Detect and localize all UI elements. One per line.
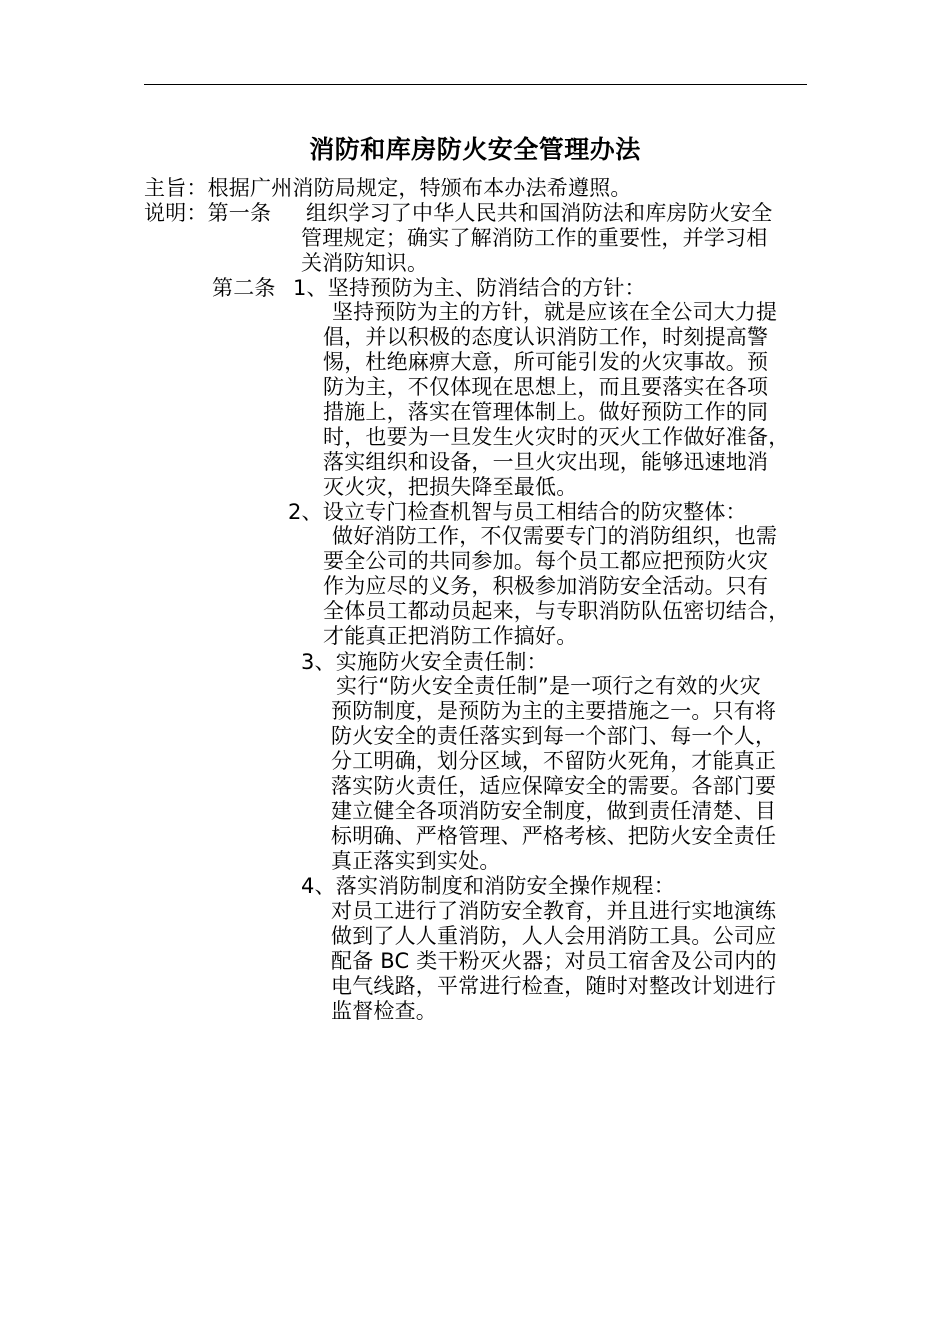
section-line: 实行“防火安全责任制”是一项行之有效的火灾 <box>336 674 761 698</box>
section-line: 倡，并以积极的态度认识消防工作，时刻提高警 <box>323 325 769 349</box>
section-line: 建立健全各项消防安全制度，做到责任清楚、目 <box>331 799 777 823</box>
section-line: 电气线路，平常进行检查，随时对整改计划进行 <box>331 974 777 998</box>
section-line: 全体员工都动员起来，与专职消防队伍密切结合， <box>323 599 790 623</box>
section-line: 防火安全的责任落实到每一个部门、每一个人， <box>331 724 777 748</box>
header-rule <box>144 84 807 85</box>
section-line: 作为应尽的义务，积极参加消防安全活动。只有 <box>323 574 769 598</box>
section-line: 做到了人人重消防，人人会用消防工具。公司应 <box>331 924 777 948</box>
article1-line: 组织学习了中华人民共和国消防法和库房防火安全 <box>306 201 773 225</box>
section-heading: 4、落实消防制度和消防安全操作规程： <box>301 874 675 898</box>
section-line: 防为主，不仅体现在思想上，而且要落实在各项 <box>323 375 769 399</box>
article1-line: 管理规定；确实了解消防工作的重要性，并学习相 <box>301 226 768 250</box>
section-line: 监督检查。 <box>331 999 437 1023</box>
section-heading: 2、设立专门检查机智与员工相结合的防灾整体： <box>288 500 747 524</box>
section-line: 分工明确，划分区域，不留防火死角，才能真正 <box>331 749 777 773</box>
section-line: 措施上，落实在管理体制上。做好预防工作的同 <box>323 400 769 424</box>
section-line: 落实防火责任，适应保障安全的需要。各部门要 <box>331 774 777 798</box>
section-line: 配备 BC 类干粉灭火器；对员工宿舍及公司内的 <box>331 949 777 973</box>
section-heading: 1、坚持预防为主、防消结合的方针： <box>293 276 646 300</box>
section-line: 灭火灾，把损失降至最低。 <box>323 475 578 499</box>
section-line: 真正落实到实处。 <box>331 849 501 873</box>
section-line: 预防制度，是预防为主的主要措施之一。只有将 <box>331 699 777 723</box>
section-line: 坚持预防为主的方针，就是应该在全公司大力提 <box>332 300 778 324</box>
section-line: 做好消防工作，不仅需要专门的消防组织，也需 <box>332 524 778 548</box>
section-line: 时，也要为一旦发生火灾时的灭火工作做好准备， <box>323 425 790 449</box>
article2-label: 第二条 <box>212 276 276 300</box>
section-line: 对员工进行了消防安全教育，并且进行实地演练 <box>331 899 777 923</box>
document-title: 消防和库房防火安全管理办法 <box>309 135 641 164</box>
section-line: 惕，杜绝麻痹大意，所可能引发的火灾事故。预 <box>323 350 769 374</box>
note-label: 说明：第一条 <box>144 201 272 225</box>
section-line: 标明确、严格管理、严格考核、把防火安全责任 <box>331 824 777 848</box>
section-line: 才能真正把消防工作搞好。 <box>323 624 578 648</box>
purpose-line: 主旨：根据广州消防局规定，特颁布本办法希遵照。 <box>144 176 632 200</box>
section-line: 落实组织和设备，一旦火灾出现，能够迅速地消 <box>323 450 769 474</box>
section-line: 要全公司的共同参加。每个员工都应把预防火灾 <box>323 549 769 573</box>
section-heading: 3、实施防火安全责任制： <box>301 650 548 674</box>
article1-line: 关消防知识。 <box>301 251 429 275</box>
